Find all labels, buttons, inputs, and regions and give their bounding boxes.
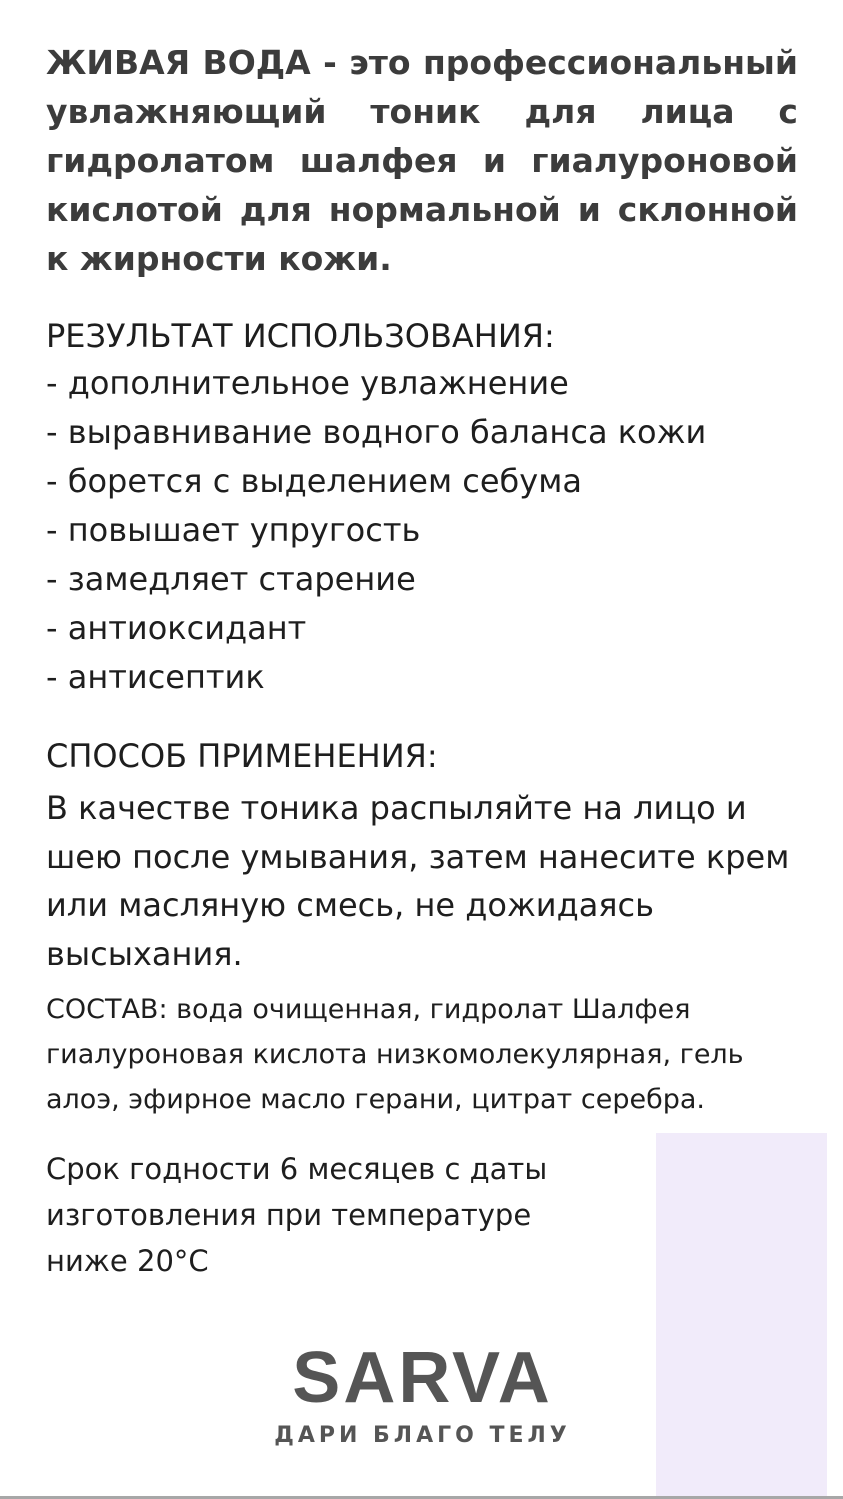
composition-text: СОСТАВ: вода очищенная, гидролат Шалфея гиалуроновая кислота низкомолекулярная, гель алоэ, эфирное масло герани, цитрат серебра. (46, 994, 744, 1115)
brand-logo (200, 1340, 645, 1452)
list-item: - антисептик (46, 658, 265, 696)
list-item: - дополнительное увлажнение (46, 364, 569, 402)
list-item: - выравнивание водного баланса кожи (46, 413, 707, 451)
method-title: СПОСОБ ПРИМЕНЕНИЯ: (46, 737, 438, 775)
list-item: - повышает упругость (46, 511, 421, 549)
brand-tagline: ДАРИ БЛАГО ТЕЛУ (274, 1423, 571, 1448)
list-item: - замедляет старение (46, 560, 416, 598)
brand-name: SARVA (292, 1338, 553, 1418)
list-item: - борется с выделением себума (46, 462, 582, 500)
decorative-lilac-panel (656, 1133, 827, 1499)
method-text: В качестве тоника распыляйте на лицо и шею после умывания, затем нанесите крем или масляную смесь, не дожидаясь высыхания. (46, 789, 790, 973)
product-intro: ЖИВАЯ ВОДА - это профессиональный увлажняющий тоник для лица с гидролатом шалфея и гиалуроновой кислотой для нормальной и склонной к жирности кожи. (46, 43, 798, 278)
list-item: - антиоксидант (46, 609, 307, 647)
results-title: РЕЗУЛЬТАТ ИСПОЛЬЗОВАНИЯ: (46, 317, 555, 355)
shelf-life-text: Срок годности 6 месяцев с даты изготовления при температуре ниже 20°С (46, 1152, 548, 1278)
results-list (46, 359, 706, 702)
